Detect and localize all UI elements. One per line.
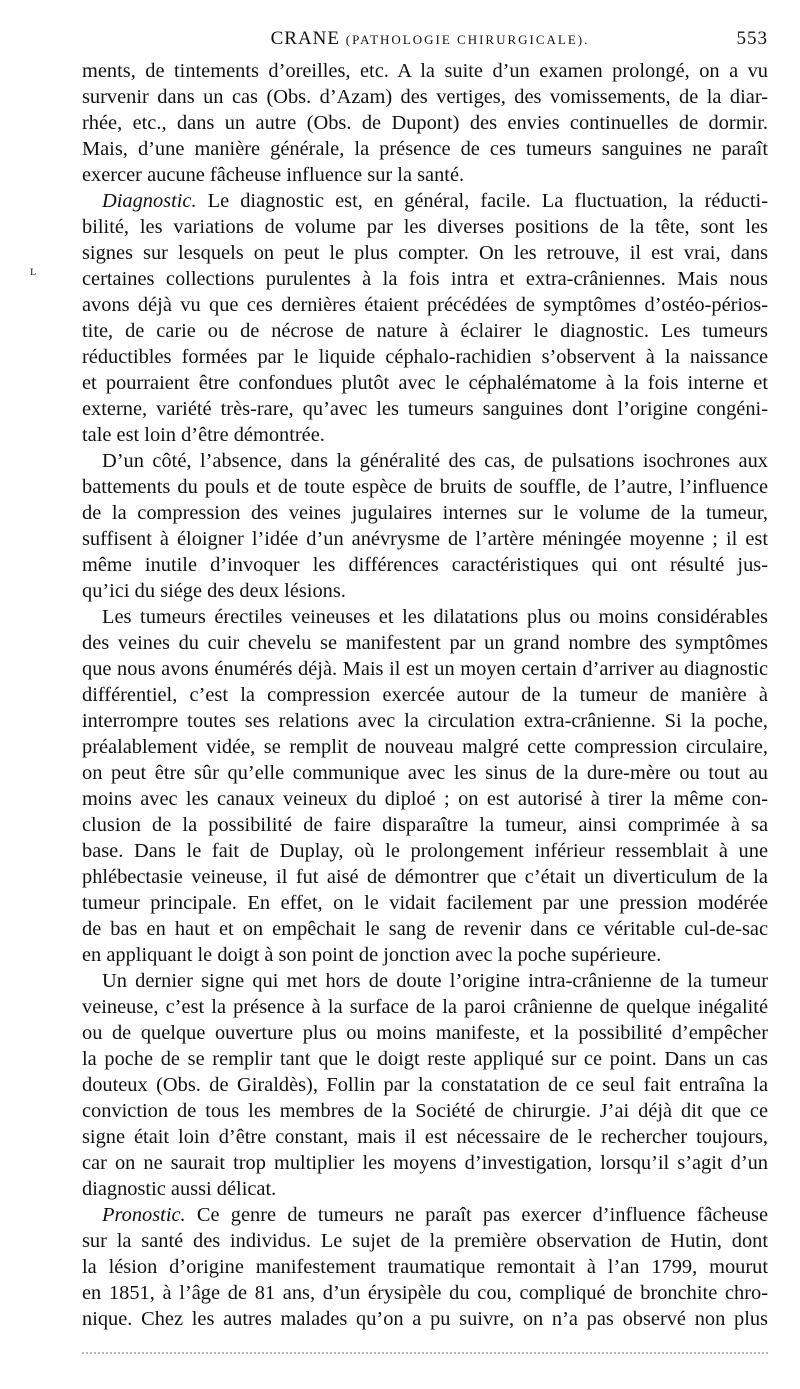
line-text: préalablement vidée, se remplit de nouveau malgré cette compression circulaire,: [82, 736, 768, 758]
line-text: en appliquant le doigt à son point de jonction avec la poche supérieure.: [82, 944, 662, 966]
line-text: bilité, les variations de volume par les diverses positions de la tête, sont les: [82, 216, 768, 238]
text-line: [82, 318, 768, 344]
line-text: la poche de se remplir tant que le doigt reste appliqué sur ce point. Dans un cas: [82, 1048, 768, 1070]
line-text: douteux (Obs. de Giraldès), Follin par la constatation de ce seul fait entraîna la: [82, 1074, 768, 1096]
text-line: [82, 500, 768, 526]
line-text: diagnostic aussi délicat.: [82, 1178, 277, 1200]
line-text: signes sur lesquels on peut le plus compter. On les retrouve, il est vrai, dans: [82, 242, 768, 264]
line-text: que nous avons énumérés déjà. Mais il est un moyen certain d’arriver au diagnostic: [82, 658, 768, 680]
text-line: [82, 162, 768, 188]
line-text: battements du pouls et de toute espèce de bruits de souffle, de l’autre, l’influence: [82, 476, 768, 498]
text-line: [82, 760, 768, 786]
line-text: ments, de tintements d’oreilles, etc. A la suite d’un examen prolongé, on a vu: [82, 60, 768, 82]
line-text: nique. Chez les autres malades qu’on a pu suivre, on n’a pas observé non plus: [82, 1308, 768, 1330]
text-line: [82, 1098, 768, 1124]
line-text: réductibles formées par le liquide céphalo-rachidien s’observent à la naissance: [82, 346, 768, 368]
page-number: 553: [736, 28, 768, 49]
line-text: exercer aucune fâcheuse influence sur la santé.: [82, 164, 465, 186]
running-title-main: CRANE: [270, 28, 341, 49]
text-line: [82, 1020, 768, 1046]
text-line: [82, 864, 768, 890]
running-title: [82, 24, 768, 55]
section-lead: Diagnostic.: [102, 190, 197, 212]
text-line: [82, 136, 768, 162]
line-text: Mais, d’une manière générale, la présence de ces tumeurs sanguines ne paraît: [82, 138, 768, 160]
text-line: [82, 734, 768, 760]
text-line: [82, 370, 768, 396]
line-text: signe était loin d’être constant, mais il est nécessaire de le rechercher toujours,: [82, 1126, 768, 1148]
text-line: [82, 838, 768, 864]
footer-dotted-rule: [82, 1352, 768, 1362]
text-line: [82, 188, 768, 214]
line-text: moins avec les canaux veineux du diploé ; on est autorisé à tirer la même con-: [82, 788, 768, 810]
line-text: conviction de tous les membres de la Société de chirurgie. J’ai déjà dit que ce: [82, 1100, 768, 1122]
text-line: [82, 916, 768, 942]
line-text: de bas en haut et on empêchait le sang de revenir dans ce véritable cul-de-sac: [82, 918, 768, 940]
text-line: [82, 266, 768, 292]
text-line: [82, 630, 768, 656]
text-line: [82, 396, 768, 422]
text-line: [82, 1072, 768, 1098]
line-text: des veines du cuir chevelu se manifestent par un grand nombre des symptômes: [82, 632, 768, 654]
text-line: [82, 526, 768, 552]
line-text: sur la santé des individus. Le sujet de la première observation de Hutin, dont: [82, 1230, 768, 1252]
text-line: [82, 812, 768, 838]
text-line: [82, 1150, 768, 1176]
line-text: Un dernier signe qui met hors de doute l’origine intra-crânienne de la tumeur: [102, 970, 768, 992]
line-text: phlébectasie veineuse, il fut aisé de démontrer que c’était un diverticulum de la: [82, 866, 768, 888]
line-text: avons déjà vu que ces dernières étaient précédées de symptômes d’ostéo-périos-: [82, 294, 768, 316]
text-line: [82, 448, 768, 474]
text-line: [82, 942, 768, 968]
text-line: [82, 1124, 768, 1150]
text-line: [82, 214, 768, 240]
text-line: [82, 344, 768, 370]
line-text: qu’ici du siége des deux lésions.: [82, 580, 346, 602]
line-text: suffisent à éloigner l’idée d’un anévrysme de l’artère méningée moyenne ; il est: [82, 528, 768, 550]
line-text: en 1851, à l’âge de 81 ans, d’un érysipèle du cou, compliqué de bronchite chro-: [82, 1282, 768, 1304]
line-text: survenir dans un cas (Obs. d’Azam) des vertiges, des vomissements, de la diar-: [82, 86, 768, 108]
text-line: [82, 1306, 768, 1332]
line-text: différentiel, c’est la compression exercée autour de la tumeur de manière à: [82, 684, 768, 706]
text-line: [82, 552, 768, 578]
line-text: clusion de la possibilité de faire disparaître la tumeur, ainsi comprimée à sa: [82, 814, 768, 836]
line-text: rhée, etc., dans un autre (Obs. de Dupont) des envies continuelles de dormir.: [82, 112, 768, 134]
text-line: [82, 110, 768, 136]
line-text: même inutile d’invoquer les différences caractéristiques qui ont résulté jus-: [82, 554, 768, 576]
text-line: [82, 708, 768, 734]
text-line: [82, 890, 768, 916]
line-text: D’un côté, l’absence, dans la généralité des cas, de pulsations isochrones aux: [102, 450, 768, 472]
text-line: [82, 1202, 768, 1228]
text-line: [82, 578, 768, 604]
text-line: [82, 1046, 768, 1072]
text-line: [82, 58, 768, 84]
text-line: [82, 604, 768, 630]
line-text: car on ne saurait trop multiplier les moyens d’investigation, lorsqu’il s’agit d’un: [82, 1152, 768, 1174]
line-text: interrompre toutes ses relations avec la circulation extra-crânienne. Si la poche,: [82, 710, 768, 732]
text-line: [82, 422, 768, 448]
running-title-subtitle: (PATHOLOGIE CHIRURGICALE).: [345, 32, 590, 47]
line-text: certaines collections purulentes à la fois intra et extra-crâniennes. Mais nous: [82, 268, 768, 290]
line-text: tite, de carie ou de nécrose de nature à éclairer le diagnostic. Les tumeurs: [82, 320, 768, 342]
line-text: Les tumeurs érectiles veineuses et les dilatations plus ou moins considérables: [102, 606, 768, 628]
text-line: [82, 1280, 768, 1306]
text-line: [82, 292, 768, 318]
section-lead: Pronostic.: [102, 1204, 186, 1226]
line-text: veineuse, c’est la présence à la surface de la paroi crânienne de quelque inégalité: [82, 996, 768, 1018]
line-text: externe, variété très-rare, qu’avec les tumeurs sanguines dont l’origine congéni-: [82, 398, 768, 420]
text-line: [82, 656, 768, 682]
text-line: [82, 240, 768, 266]
line-text: base. Dans le fait de Duplay, où le prolongement inférieur ressemblait à une: [82, 840, 768, 862]
line-text: et pourraient être confondues plutôt avec le céphalématome à la fois interne et: [82, 372, 768, 394]
text-line: [82, 968, 768, 994]
text-line: [82, 1176, 768, 1202]
line-text: de la compression des veines jugulaires internes sur le volume de la tumeur,: [82, 502, 768, 524]
line-text: Ce genre de tumeurs ne paraît pas exercer d’influence fâcheuse: [185, 1204, 768, 1226]
line-text: tumeur principale. En effet, on le vidait facilement par une pression modérée: [82, 892, 768, 914]
text-line: [82, 682, 768, 708]
text-line: [82, 84, 768, 110]
line-text: on peut être sûr qu’elle communique avec les sinus de la dure-mère ou tout au: [82, 762, 768, 784]
body-text: [82, 58, 768, 1332]
text-line: [82, 1228, 768, 1254]
running-head: [82, 24, 768, 54]
line-text: ou de quelque ouverture plus ou moins manifeste, et la possibilité d’empêcher: [82, 1022, 768, 1044]
margin-annotation: ʟ: [30, 264, 37, 279]
text-line: [82, 786, 768, 812]
text-line: [82, 994, 768, 1020]
text-line: [82, 1254, 768, 1280]
line-text: la lésion d’origine manifestement traumatique remontait à l’an 1799, mourut: [82, 1256, 768, 1278]
line-text: Le diagnostic est, en général, facile. La fluctuation, la réducti-: [196, 190, 768, 212]
line-text: tale est loin d’être démontrée.: [82, 424, 325, 446]
text-line: [82, 474, 768, 500]
